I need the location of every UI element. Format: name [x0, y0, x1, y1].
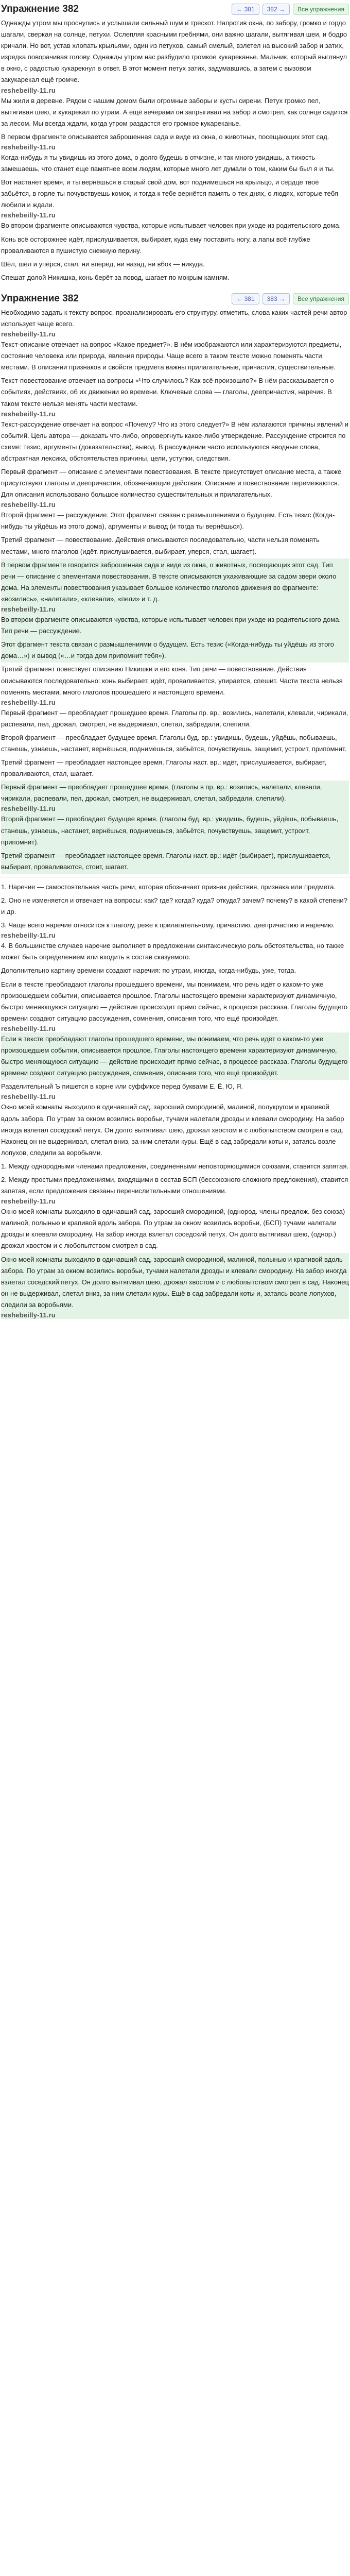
paragraph: Вот настанет время, и ты вернёшься в старый свой дом, вот поднимешься на крыльцо, и сердце твоё забьётся, в горле ты почувствуешь комок, и тогда к тебе вернётся память о тех днях, о людях, которые тебя любили и ждали. — [1, 178, 338, 209]
watermark: reshebeilly-11.ru — [1, 1024, 56, 1032]
paragraph: В первом фрагменте говорится заброшенная сада и виде из окна, о животных, посещающих этот сад. Тип речи — описание с элементами повествования. В тексте описываются ухаживающие за садом звери около дома. На элементы повествования указывает большое количество глаголов движения во фрагменте: «возились», «налетали», «клевали», «пели» и т. д. — [1, 561, 337, 603]
prev-exercise-button[interactable]: ← 381 — [232, 4, 259, 15]
highlight-block — [1, 558, 349, 663]
paragraph: 3. Чаще всего наречие относится к глаголу, реже к прилагательному, причастию, деепричастию и наречию. — [1, 921, 335, 929]
paragraph: 1. Между однородными членами предложения, соединенными неповторяющимися союзами, ставится запятая. — [1, 1162, 348, 1170]
watermark: reshebeilly-11.ru — [1, 211, 56, 219]
paragraph: Третий фрагмент — преобладает настоящее время. Глаголы наст. вр.: идёт, прислушивается, выбирает, проваливаются, стал, шагает. — [1, 758, 327, 778]
watermark: reshebeilly-11.ru — [1, 86, 56, 94]
watermark: reshebeilly-11.ru — [1, 698, 56, 706]
pager — [232, 4, 349, 15]
paragraph: В первом фрагменте описывается заброшенная сада и виде из окна, о животных, посещающих этот сад. — [1, 132, 329, 141]
watermark: reshebeilly-11.ru — [1, 501, 56, 509]
paragraph: Необходимо задать к тексту вопрос, проанализировать его структуру, отметить, слова каких частей речи автор использует чаще всего. — [1, 308, 347, 328]
next-exercise-button[interactable]: 383 → — [262, 293, 290, 304]
paragraph: Во втором фрагменте описываются чувства, которые испытывает человек при уходе из родительского дома. Тип речи — рассуждение. — [1, 616, 341, 635]
paragraph: Во втором фрагменте описываются чувства, которые испытывает человек при уходе из родительского дома. — [1, 222, 341, 230]
paragraph: Третий фрагмент повествует описанию Никишки и его коня. Тип речи — повествование. Действия описываются последовательно: конь выбирает, идёт, проваливается, упирается, спешит. Части текста нельзя поменять местами, много глаголов прошедшего и настоящего времени. — [1, 665, 343, 696]
watermark: reshebeilly-11.ru — [1, 931, 56, 940]
paragraph: Второй фрагмент — преобладает будущее время. (глаголы буд. вр.: увидишь, будешь, уйдёшь, побываешь, станешь, узнаешь, настанет, вернёшься, поднимешься, забьётся, почувствуешь, защемит, устроит, припомнит). — [1, 815, 339, 846]
all-exercises-button[interactable]: Все упражнения — [293, 293, 349, 304]
watermark: reshebeilly-11.ru — [1, 1093, 56, 1101]
paragraph: Текст-рассуждение отвечает на вопрос «Почему? Что из этого следует?» В нём излагаются причины явлений и событий. Цель автора — доказать что-либо, опровергнуть какое-либо утверждение. Рассуждение строится по схеме: тезис, аргументы (доказательства), вывод. В рассуждении часто используются вводные слова, абстрактная лексика, обстоятельства причины, цели, уступки, следствия. — [1, 420, 348, 462]
highlight-block — [1, 1253, 349, 1319]
paragraph: Дополнительно картину времени создают наречия: по утрам, иногда, когда-нибудь, уже, тогда. — [1, 967, 296, 975]
paragraph: Этот фрагмент текста связан с размышлениями о будущем. Есть тезис («Когда-нибудь ты уйдёшь из этого дома…») и вывод («…и тогда дом припомнит тебя»). — [1, 640, 335, 660]
highlight-block — [1, 1032, 349, 1080]
paragraph: Текст-повествование отвечает на вопросы «Что случилось? Как всё произошло?» В нём рассказывается о событиях, действиях, об их движении во времени. Ключевые слова — глаголы, деепричастия, наречия. В таком тексте нельзя менять части местами. — [1, 377, 334, 408]
prev-exercise-button[interactable]: ← 381 — [232, 293, 259, 304]
watermark: reshebeilly-11.ru — [1, 805, 56, 813]
paragraph: 4. В большинстве случаев наречие выполняет в предложении синтаксическую роль обстоятельства, но также может быть определением или входить в состав сказуемого. — [1, 942, 344, 961]
paragraph: Второй фрагмент — рассуждение. Этот фрагмент связан с размышлениями о будущем. Есть тезис (Когда-нибудь ты уйдёшь из этого дома), аргументы и вывод (и тогда ты вернёшься). — [1, 511, 335, 531]
paragraph: Однажды утром мы проснулись и услышали сильный шум и трескот. Напротив окна, по забору, громко и гордо шагали, сверкая на солнце, петухи. Ослепляя красными гребнями, они важно шагали, вытягивая шеи, и бодро кричали. Но вот, устав хлопать крыльями, один из петухов, самый смелый, взлетел на высокий забор и затих, изредка поворачивая голову. Однажды утром нас разбудило громкое кукареканье. Мальчик, который выглянул в окно, с радостью кукарекнул в ответ. В этот момент петух затих, задумавшись, а затем с вызовом закукарекал ещё громче. — [1, 19, 347, 84]
section1-header — [1, 2, 349, 16]
section-title: Упражнение 382 — [1, 293, 79, 304]
section2-header — [1, 292, 349, 306]
page-title: Упражнение 382 — [1, 3, 79, 14]
highlight-block — [1, 781, 349, 874]
paragraph: Когда-нибудь я ты увидишь из этого дома, о долго будешь в отчизне, и так много увидишь, а тихость замешаешь, что станет еще памятнее всем людям, которые много лет думали о том, каким бы был я и ты. — [1, 153, 335, 173]
watermark: reshebeilly-11.ru — [1, 1197, 56, 1206]
pager — [232, 293, 349, 304]
paragraph: Разделительный Ъ пишется в корне или суффиксе перед буквами Е, Ё, Ю, Я. — [1, 1082, 243, 1091]
watermark: reshebeilly-11.ru — [1, 410, 56, 418]
paragraph: Третий фрагмент — повествование. Действия описываются последовательно, части нельзя поменять местами, много глаголов (идёт, прислушивается, выбирает, уперся, стал, шагает). — [1, 536, 320, 555]
watermark: reshebeilly-11.ru — [1, 330, 56, 338]
paragraph: Окно моей комнаты выходило в одичавший сад, заросший смородиной, малиной, полынью и крапивой вдоль забора. По утрам за окном возились воробьи, тучами налетали дрозды и клевали смородину. На забор иногда взлетал соседский петух. Он долго вытягивал шею, дрожал хвостом и с любопытством смотрел в сад. Наконец он не выдерживал, слетал вниз, за ним слетали куры. Ещё в сад забредали коты и, затаясь возле лопухов, следили за воробьями. — [1, 1255, 349, 1309]
all-exercises-button[interactable]: Все упражнения — [293, 4, 349, 15]
watermark: reshebeilly-11.ru — [1, 1311, 56, 1319]
paragraph: Первый фрагмент — описание с элементами повествования. В тексте присутствует описание места, а также присутствуют глаголы и деепричастия, обозначающие действия. Описание и повествование перемежаются. Для описания использовано большое количество существительных и прилагательных. — [1, 468, 342, 499]
paragraph: Первый фрагмент — преобладает прошедшее время. (глаголы в пр. вр.: возились, налетали, клевали, чирикали, распевали, пел, дрожал, смотрел, не выдерживал, слетал, забредали, слепили). — [1, 783, 322, 803]
paragraph: Текст-описание отвечает на вопрос «Какое предмет?». В нём изображаются или характеризуются предметы, состояние человека или природа, явления природы. Чаще всего в таком тексте можно поменять части местами. В описании признаков и свойств предмета важны прилагательные, причастия, существительные. — [1, 341, 342, 371]
paragraph: Первый фрагмент — преобладает прошедшее время. Глаголы пр. вр.: возились, налетали, клевали, чирикали, распевали, пел, дрожал, смотрел, не выдерживал, слетал, забредали, слепили. — [1, 708, 348, 728]
page — [0, 2, 350, 1319]
paragraph: Третий фрагмент — преобладает настоящее время. Глаголы наст. вр.: идёт (выбирает), прислушивается, выбирает, проваливаются, стоит, шагает. — [1, 851, 331, 871]
watermark: reshebeilly-11.ru — [1, 143, 56, 151]
section2-body — [1, 306, 349, 1319]
paragraph: Шёл, шёл и упёрся, стал, ни вперёд, ни назад, ни вбок — никуда. — [1, 260, 205, 268]
paragraph: Второй фрагмент — преобладает будущее время. Глаголы буд. вр.: увидишь, будешь, уйдёшь, побываешь, станешь, узнаешь, настанет, вернёшься, поднимешься, забьётся, почувствуешь, защемит, устроит, припомнит. — [1, 733, 347, 753]
paragraph: Окно моей комнаты выходило в одичавший сад, заросший смородиной, малиной, полукругом и крапивой вдоль забора. По утрам за окном возились воробьи, тучами налетали дрозды и клевали смородину. На забор иногда взлетал соседский петух. Он долго вытягивал шею, дрожал хвостом и с любопытством смотрел в сад. Наконец он не выдерживал, слетал вниз, за ним слетали куры. Ещё в сад забредали коты и, затаясь возле лопухов, следили за воробьями. — [1, 1103, 344, 1157]
paragraph: 2. Между простыми предложениями, входящими в состав БСП (бессоюзного сложного предложения), ставится запятая, если предложения связаны перечислительными отношениями. — [1, 1175, 348, 1195]
paragraph: Если в тексте преобладают глаголы прошедшего времени, мы понимаем, что речь идёт о каком-то уже произошедшем событии, описывается прошлое. Глаголы настоящего времени характеризуют динамичную, быстро меняющуюся ситуацию — действие происходит прямо сейчас, в процессе рассказа. Глаголы будущего времени создают ситуацию рассуждения, сомнения, описания того, что ещё произойдёт. — [1, 980, 348, 1022]
watermark: reshebeilly-11.ru — [1, 605, 56, 614]
paragraph: 2. Оно не изменяется и отвечает на вопросы: как? где? когда? куда? откуда? зачем? почему? в какой степени? и др. — [1, 896, 347, 916]
paragraph: Спешат долой Никишка, конь берёт за повод, шагает по мокрым камням. — [1, 273, 230, 281]
paragraph: Окно моей комнаты выходило в одичавший сад, заросший смородиной, (однород. члены предлож. без союза) малиной, полынью и крапивой вдоль забора. По утрам за окном возились воробьи, (БСП) тучами налетали дрозды и клевали смородину. На забор иногда взлетал соседский петух. Он долго вытягивал шею, (однор.) дрожал хвостом и с любопытством смотрел в сад. — [1, 1208, 345, 1250]
paragraph: Если в тексте преобладают глаголы прошедшего времени, мы понимаем, что речь идёт о каком-то уже произошедшем событии, описывается прошлое. Глаголы настоящего времени характеризуют динамичную, быстро меняющуюся ситуацию — действие происходит прямо сейчас, в процессе рассказа. Глаголы будущего времени создают ситуацию рассуждения, сомнения, описания того, что ещё произойдёт. — [1, 1035, 348, 1077]
section1-body — [1, 16, 349, 284]
paragraph: 1. Наречие — самостоятельная часть речи, которая обозначает признак действия, признака или предмета. — [1, 883, 336, 891]
paragraph: Мы жили в деревне. Рядом с нашим домом были огромные заборы и кусты сирени. Петух громко пел, вытягивая шею, и кукарекал по утрам. А ещё вечерами он запрыгивал на забор и смотрел, как солнце садится за лесом. Мы всегда ждали, когда утром раздастся его громкое кукареканье. — [1, 96, 348, 127]
next-exercise-button[interactable]: 382 → — [262, 4, 290, 15]
paragraph: Конь всё осторожнее идёт, прислушивается, выбирает, куда ему поставить ногу, а лапы всё глубже проваливаются в пушистую снежную перину. — [1, 235, 310, 255]
